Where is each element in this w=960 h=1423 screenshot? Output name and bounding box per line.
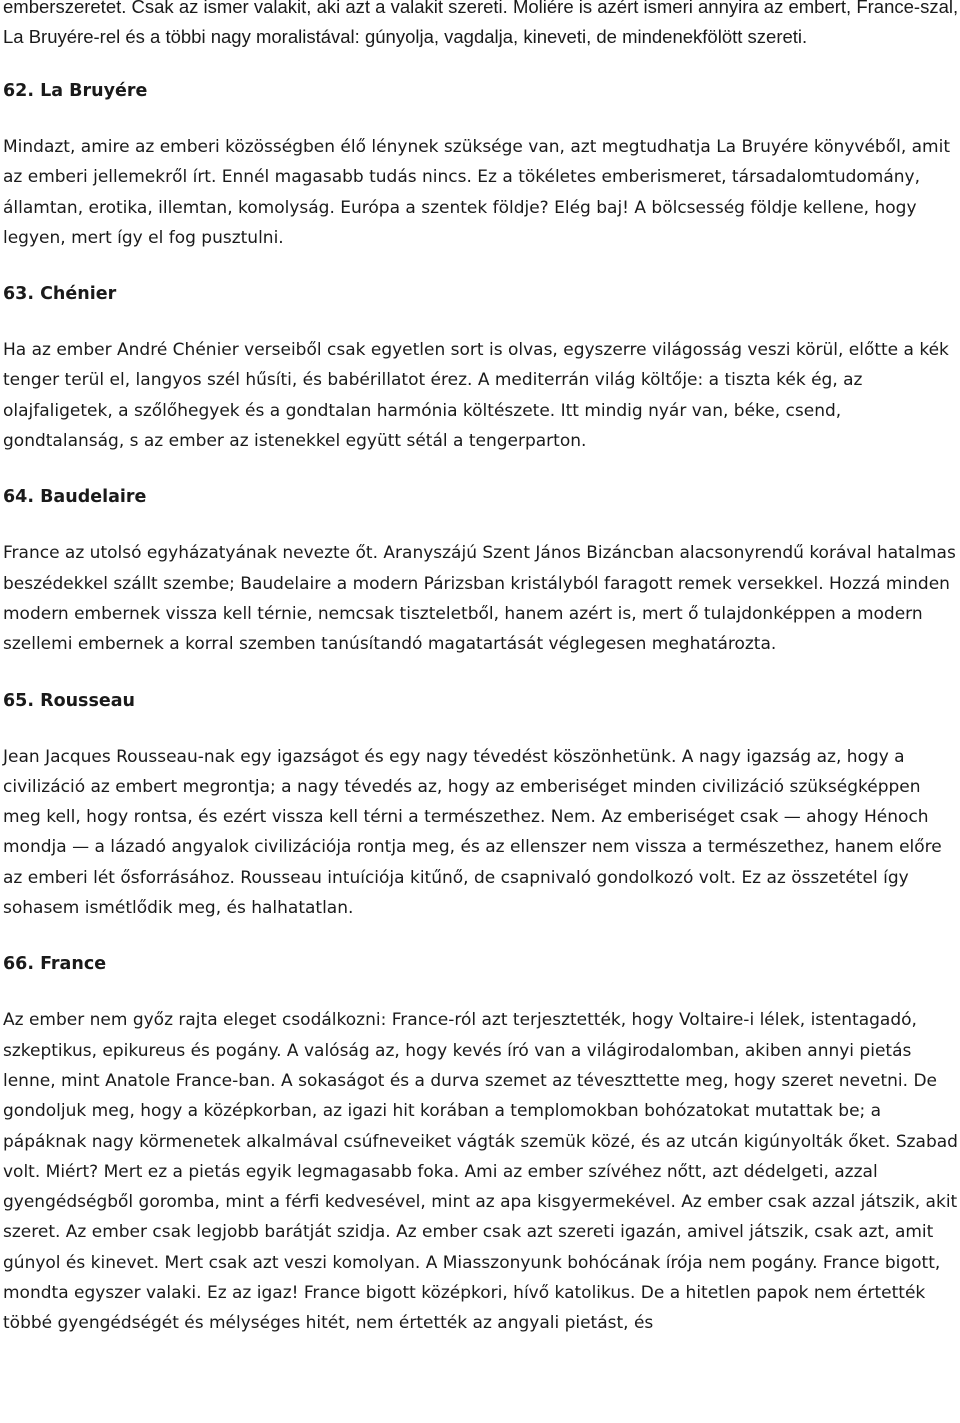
section-body: Ha az ember André Chénier verseiből csak egyetlen sort is olvas, egyszerre világosság veszi körül, előtte a kék tenger terül el, langyos szél hűsíti, és babérillatot érez. A mediterrán világ költője: a tiszta kék ég, az olajfaligetek, a szőlőhegyek és a gondtalan harmónia költészete. Itt mindig nyár van, béke, csend, gondtalanság, s az ember az istenekkel együtt sétál a tengerparton. bbox=[3, 340, 949, 452]
section-title: 65. Rousseau bbox=[3, 690, 136, 711]
section-65 bbox=[3, 686, 959, 924]
section-63 bbox=[3, 279, 959, 456]
section-64 bbox=[3, 482, 959, 659]
section-body: Jean Jacques Rousseau-nak egy igazságot és egy nagy tévedést köszönhetünk. A nagy igazság az, hogy a civilizáció az embert megrontja; a nagy tévedés az, hogy az emberiséget minden civilizáció szükségképpen meg kell, hogy rontsa, és ezért vissza kell térni a természethez. Nem. Az emberiséget csak — ahogy Hénoch mondja — a lázadó angyalok civilizációja rontja meg, és az ellenszer nem vissza a természethez, hanem előre az emberi lét ősforrásához. Rousseau intuíciója kitűnő, de csapnivaló gondolkozó volt. Ez az összetétel így sohasem ismétlődik meg, és halhatatlan. bbox=[3, 746, 942, 919]
section-title: 62. La Bruyére bbox=[3, 81, 148, 101]
section-62 bbox=[3, 76, 959, 253]
section-body: Mindazt, amire az emberi közösségben élő lénynek szüksége van, azt megtudhatja La Bruyére könyvéből, amit az emberi jellemekről írt. Ennél magasabb tudás nincs. Ez a tökéletes emberismeret, társadalomtudomány, államtan, erotika, illemtan, komolyság. Európa a szentek földje? Elég baj! A bölcsesség földje kellene, hogy legyen, mert így el fog pusztulni. bbox=[3, 137, 951, 248]
section-title: 66. France bbox=[3, 954, 107, 975]
section-title: 64. Baudelaire bbox=[3, 487, 147, 508]
document-page bbox=[3, 0, 959, 1339]
section-title: 63. Chénier bbox=[3, 284, 117, 305]
section-body: France az utolsó egyházatyának nevezte őt. Aranyszájú Szent János Bizáncban alacsonyrendű korával hatalmas beszédekkel szállt szembe; Baudelaire a modern Párizsban kristályból faragott remek versekkel. Hozzá minden modern embernek vissza kell térnie, nemcsak tiszteletből, hanem azért is, mert ő tulajdonképpen a modern szellemi embernek a korral szemben tanúsítandó magatartását véglegesen meghatározta. bbox=[3, 543, 956, 655]
section-66 bbox=[3, 949, 959, 1338]
intro-paragraph: emberszeretet. Csak az ismer valakit, aki azt a valakit szereti. Moliére is azért ismeri annyira az embert, France-szal, La Bruyére-rel és a többi nagy moralistával: gúnyolja, vagdalja, kineveti, de mindenekfölött szereti. bbox=[3, 0, 959, 47]
section-body: Az ember nem győz rajta eleget csodálkozni: France-ról azt terjesztették, hogy Voltaire-i lélek, istentagadó, szkeptikus, epikureus és pogány. A valóság az, hogy kevés író van a világirodalomban, akiben annyi pietás lenne, mint Anatole France-ban. A sokaságot és a durva szemet az téveszttette meg, hogy szeret nevetni. De gondoljuk meg, hogy a középkorban, az igazi hit korában a templomokban bohózatokat mutattak be; a pápáknak nagy körmenetek alkalmával csúfneveiket vágták szemük közé, és az utcán kigúnyolták őket. Szabad volt. Miért? Mert ez a pietás egyik legmagasabb foka. Ami az ember szívéhez nőtt, azt dédelgeti, azzal gyengédségből goromba, mint a férfi kedvesével, mint az apa kisgyermekével. Az ember csak azzal játszik, akit szeret. Az ember csak legjobb barátját szidja. Az ember csak azt szereti igazán, amivel játszik, csak azt, amit gúnyol és kinevet. Mert csak azt veszi komolyan. A Miasszonyunk bohócának írója nem pogány. France bigott, mondta egyszer valaki. Ez az igaz! France bigott középkori, hívő katolikus. De a hitetlen papok nem értették többé gyengédségét és mélységes hitét, nem értették az angyali pietást, és bbox=[3, 1010, 958, 1334]
